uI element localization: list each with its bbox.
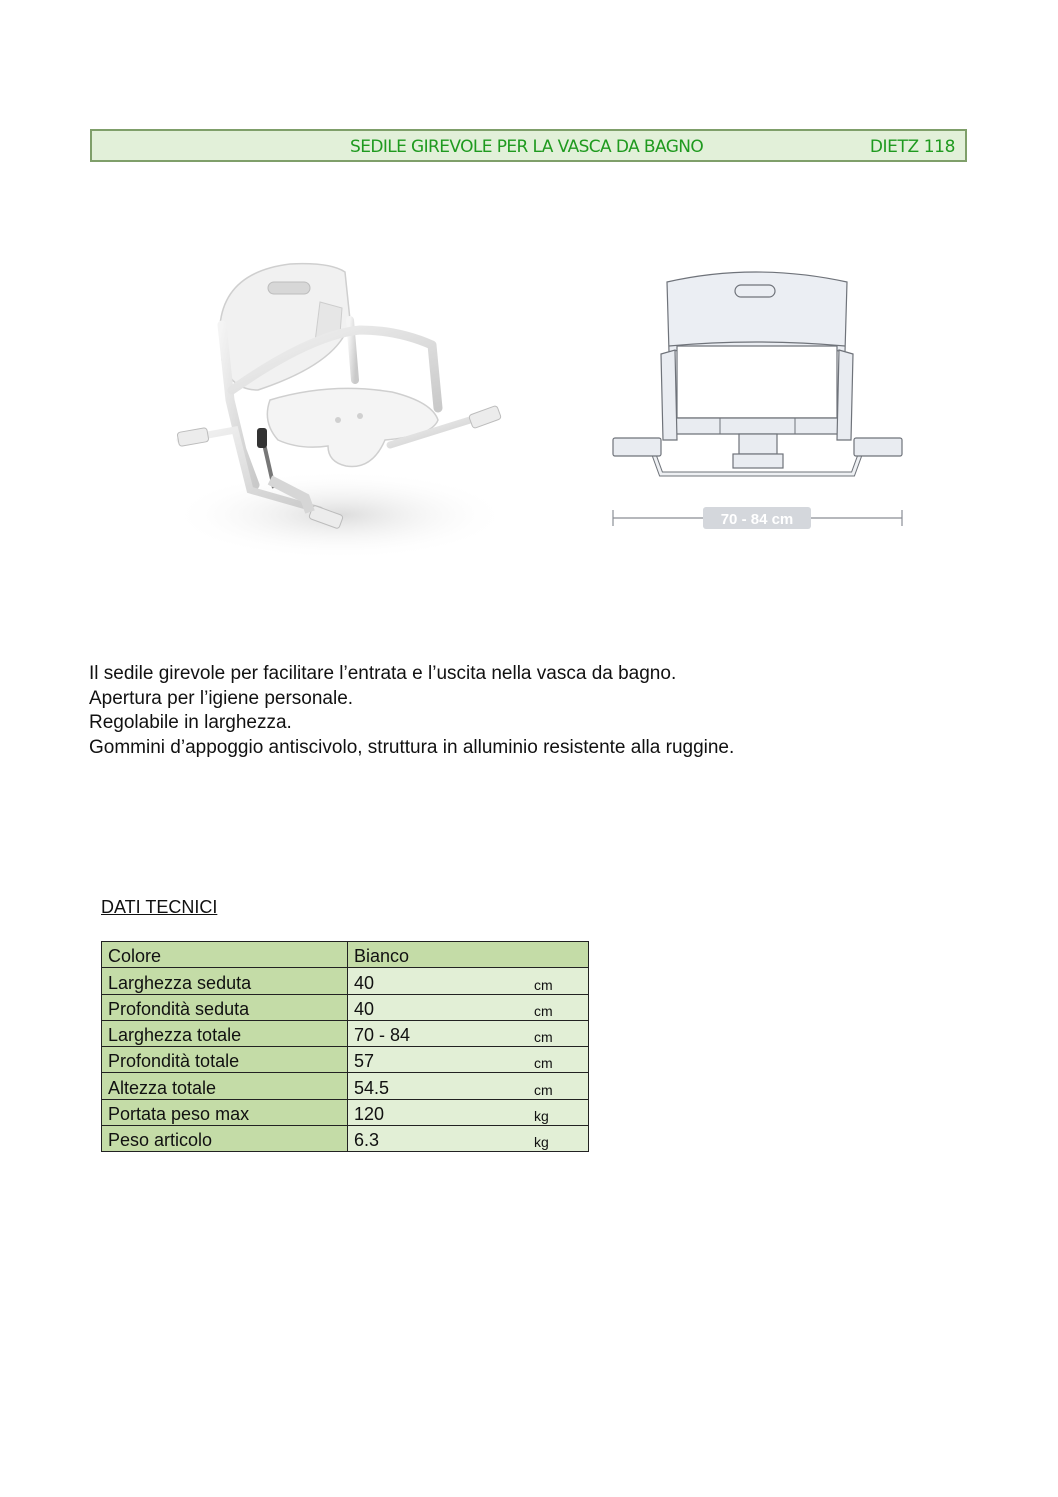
spec-value: 54.5: [354, 1077, 390, 1098]
spec-value: 6.3: [354, 1130, 380, 1151]
spec-unit: cm: [534, 1029, 553, 1046]
spec-label: Colore: [102, 942, 348, 968]
spec-value-cell: [348, 1126, 589, 1152]
spec-value-cell: [348, 994, 589, 1020]
spec-unit: cm: [534, 1055, 553, 1072]
spec-value: 40: [354, 972, 375, 993]
specs-heading: DATI TECNICI: [101, 897, 218, 917]
product-code: DIETZ 118: [869, 137, 955, 157]
table-row: [102, 1073, 589, 1099]
table-row: [102, 1020, 589, 1046]
spec-label: Profondità seduta: [102, 994, 348, 1020]
spec-value-cell: [348, 1099, 589, 1125]
spec-label: Profondità totale: [102, 1047, 348, 1073]
spec-value-cell: [348, 1047, 589, 1073]
spec-value-cell: [348, 942, 589, 968]
spec-unit: cm: [534, 1002, 553, 1019]
spec-value: 57: [354, 1051, 375, 1072]
description-line: Apertura per l’igiene personale.: [89, 687, 354, 709]
technical-drawing: [605, 262, 910, 537]
spec-label: Peso articolo: [102, 1126, 348, 1152]
table-row: [102, 1099, 589, 1125]
product-photo: [170, 250, 515, 570]
title-bar: [90, 129, 967, 162]
table-row: [102, 1126, 589, 1152]
description-line: Il sedile girevole per facilitare l’entrata e l’uscita nella vasca da bagno.: [89, 663, 677, 684]
dimension-label: 70 - 84 cm: [720, 511, 794, 528]
table-row: [102, 942, 589, 968]
specs-table: [101, 941, 589, 1152]
table-row: [102, 994, 589, 1020]
spec-value: 120: [354, 1104, 385, 1125]
spec-value: 40: [354, 998, 375, 1019]
spec-value: Bianco: [354, 946, 410, 967]
spec-value-cell: [348, 1073, 589, 1099]
spec-unit: kg: [534, 1108, 549, 1125]
spec-value-cell: [348, 1020, 589, 1046]
spec-value: 70 - 84: [354, 1025, 411, 1046]
spec-unit: kg: [534, 1134, 549, 1151]
spec-unit: cm: [534, 1081, 553, 1098]
spec-label: Portata peso max: [102, 1099, 348, 1125]
spec-label: Altezza totale: [102, 1073, 348, 1099]
description-line: Regolabile in larghezza.: [89, 712, 292, 733]
spec-label: Larghezza totale: [102, 1020, 348, 1046]
spec-unit: cm: [534, 976, 553, 993]
page-title: SEDILE GIREVOLE PER LA VASCA DA BAGNO: [350, 137, 704, 157]
description: [89, 662, 734, 760]
description-line: Gommini d’appoggio antiscivolo, struttura in alluminio resistente alla ruggine.: [89, 736, 735, 758]
table-row: [102, 1047, 589, 1073]
table-row: [102, 968, 589, 994]
spec-label: Larghezza seduta: [102, 968, 348, 994]
spec-value-cell: [348, 968, 589, 994]
